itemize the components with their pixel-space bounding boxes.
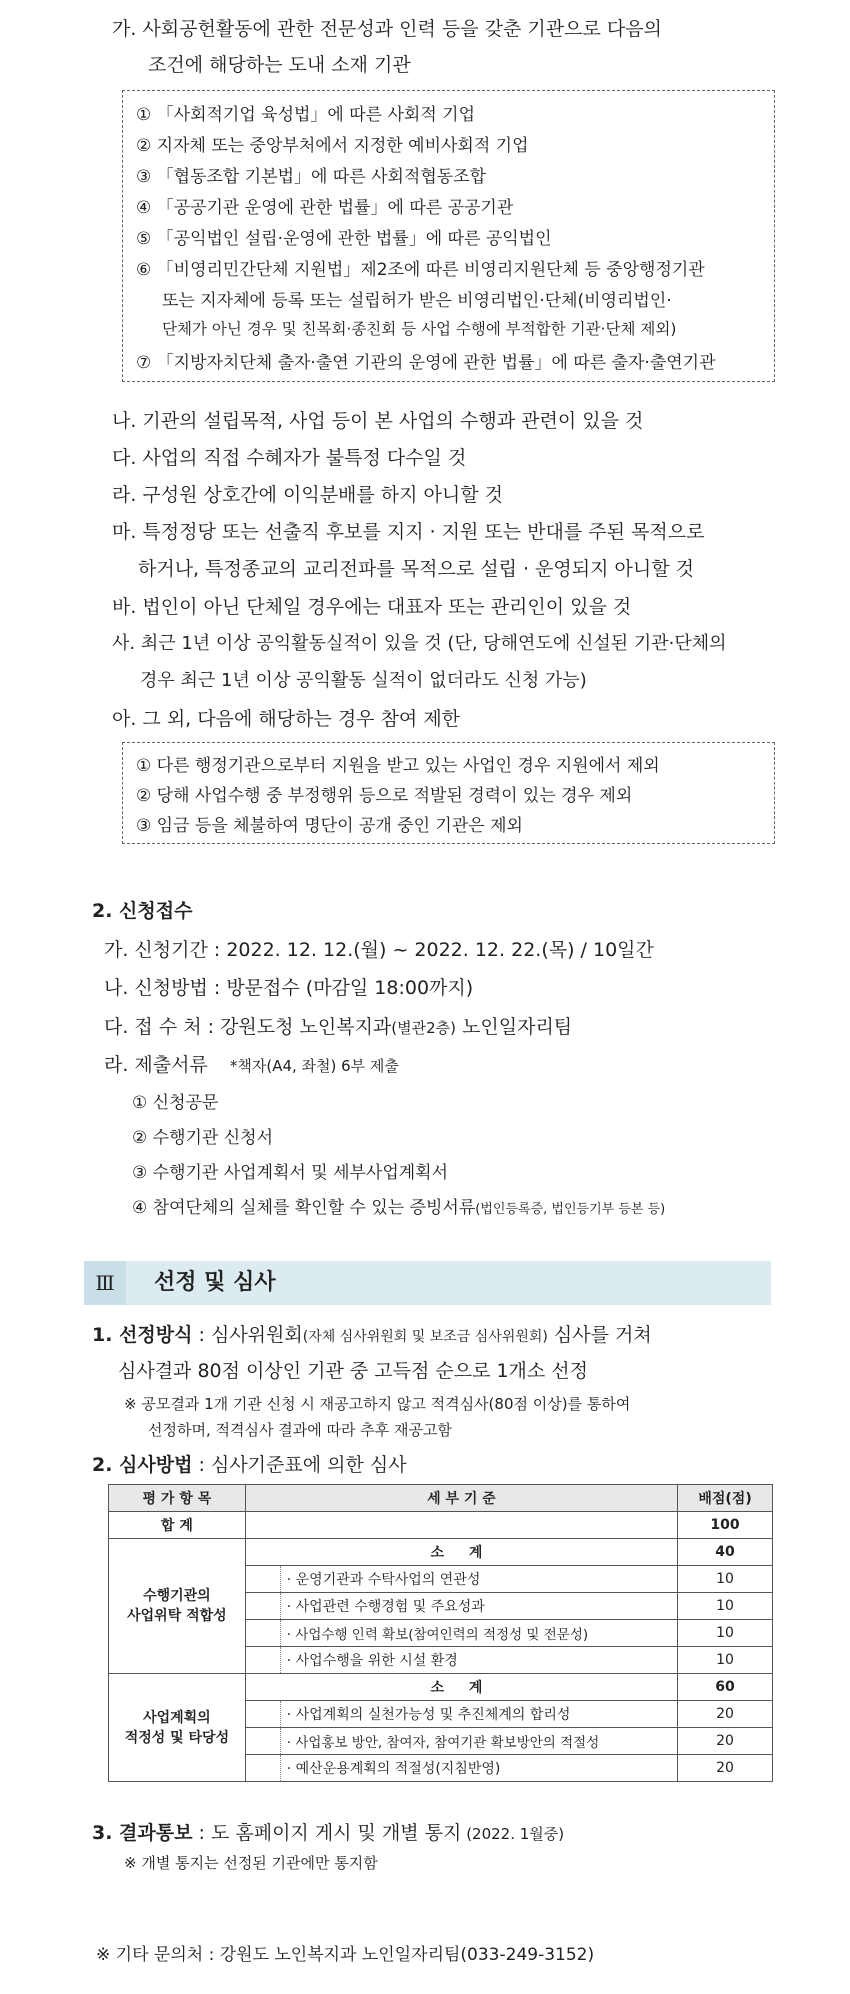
- table-header-row: [109, 1485, 773, 1512]
- criteria-item: · 사업관련 수행경험 및 주요성과: [280, 1593, 677, 1620]
- item-a: 아. 그 외, 다음에 해당하는 경우 참여 제한: [112, 708, 461, 730]
- eligible-org-item: ⑦ 「지방자치단체 출자·출연 기관의 운영에 관한 법률」에 따른 출자·출연기관: [136, 353, 716, 373]
- header-criteria: 세 부 기 준: [245, 1485, 677, 1512]
- table-total-row: [109, 1512, 773, 1539]
- section-3-header: [84, 1261, 771, 1305]
- total-label: 합 계: [109, 1512, 246, 1539]
- eligible-org-item: ① 「사회적기업 육성법」에 따른 사회적 기업: [136, 105, 476, 125]
- review-method: 2. 심사방법 : 심사기준표에 의한 심사: [92, 1454, 407, 1476]
- item-ma-line1: 마. 특정정당 또는 선출직 후보를 지지 · 지원 또는 반대를 주된 목적으로: [112, 521, 705, 543]
- criteria-score: 20: [678, 1701, 773, 1728]
- criteria-item: · 운영기관과 수탁사업의 연관성: [280, 1566, 677, 1593]
- selection-method-line2: 심사결과 80점 이상인 기관 중 고득점 순으로 1개소 선정: [118, 1360, 589, 1382]
- eligible-org-item: ⑤ 「공익법인 설립·운영에 관한 법률」에 따른 공익법인: [136, 229, 552, 249]
- table-row: [109, 1674, 773, 1701]
- subtotal-label: 소 계: [245, 1674, 677, 1701]
- item-sa-line2: 경우 최근 1년 이상 공익활동 실적이 없더라도 신청 가능): [140, 670, 587, 691]
- restriction-item: ③ 임금 등을 체불하여 명단이 공개 중인 기관은 제외: [136, 816, 523, 836]
- criteria-score: 20: [678, 1728, 773, 1755]
- item-da: 다. 사업의 직접 수혜자가 불특정 다수일 것: [112, 447, 467, 469]
- subtotal-score: 60: [678, 1674, 773, 1701]
- item-ra: 라. 구성원 상호간에 이익분배를 하지 아니할 것: [112, 484, 504, 506]
- criteria-item: · 사업홍보 방안, 참여자, 참여기관 확보방안의 적절성: [280, 1728, 677, 1755]
- header-score: 배점(점): [678, 1485, 773, 1512]
- item-ma-line2: 하거나, 특정종교의 교리전파를 목적으로 설립 · 운영되지 아니할 것: [138, 558, 694, 580]
- group-name: 수행기관의 사업위탁 적합성: [109, 1539, 246, 1674]
- total-score: 100: [678, 1512, 773, 1539]
- criteria-score: 10: [678, 1566, 773, 1593]
- group-name: 사업계획의 적정성 및 타당성: [109, 1674, 246, 1782]
- application-period: 가. 신청기간 : 2022. 12. 12.(월) ~ 2022. 12. 22.(목) / 10일간: [104, 939, 654, 961]
- contact-info: ※ 기타 문의처 : 강원도 노인복지과 노인일자리팀(033-249-3152): [96, 1945, 595, 1965]
- subtotal-score: 40: [678, 1539, 773, 1566]
- selection-note-line1: ※ 공모결과 1개 기관 신청 시 재공고하지 않고 적격심사(80점 이상)를 통하여: [124, 1395, 631, 1413]
- header-category: 평 가 항 목: [109, 1485, 246, 1512]
- eligible-org-item: ⑥ 「비영리민간단체 지원법」제2조에 따른 비영리지원단체 등 중앙행정기관: [136, 260, 705, 280]
- subtotal-label: 소 계: [245, 1539, 677, 1566]
- criteria-score: 10: [678, 1593, 773, 1620]
- section-3-title: 선정 및 심사: [154, 1270, 276, 1295]
- application-doc-item: ② 수행기관 신청서: [132, 1128, 274, 1148]
- criteria-item: · 예산운용계획의 적절성(지침반영): [280, 1755, 677, 1782]
- eligible-org-item-cont: 또는 지자체에 등록 또는 설립허가 받은 비영리법인·단체(비영리법인·: [162, 291, 672, 311]
- table-row: [109, 1539, 773, 1566]
- section-3-number: Ⅲ: [84, 1261, 126, 1305]
- review-criteria-table: [108, 1484, 773, 1782]
- criteria-score: 10: [678, 1647, 773, 1674]
- item-ga-line2: 조건에 해당하는 도내 소재 기관: [148, 54, 411, 76]
- criteria-score: 20: [678, 1755, 773, 1782]
- eligible-org-item: ④ 「공공기관 운영에 관한 법률」에 따른 공공기관: [136, 198, 514, 218]
- section-application-heading: 2. 신청접수: [92, 900, 193, 922]
- item-sa-line1: 사. 최근 1년 이상 공익활동실적이 있을 것 (단, 당해연도에 신설된 기관·단체의: [112, 633, 727, 654]
- application-doc-item: ④ 참여단체의 실체를 확인할 수 있는 증빙서류(법인등록증, 법인등기부 등본 등): [132, 1198, 666, 1218]
- application-place: 다. 접 수 처 : 강원도청 노인복지과(별관2층) 노인일자리팀: [104, 1016, 573, 1038]
- criteria-item: · 사업수행 인력 확보(참여인력의 적정성 및 전문성): [280, 1620, 677, 1647]
- eligible-org-item: ③ 「협동조합 기본법」에 따른 사회적협동조합: [136, 167, 487, 187]
- selection-note-line2: 선정하며, 적격심사 결과에 따라 추후 재공고함: [148, 1421, 452, 1439]
- eligible-org-item-cont: 단체가 아닌 경우 및 친목회·종친회 등 사업 수행에 부적합한 기관·단체 제외): [162, 320, 677, 338]
- item-ga-line1: 가. 사회공헌활동에 관한 전문성과 인력 등을 갖춘 기관으로 다음의: [112, 18, 662, 40]
- application-doc-item: ③ 수행기관 사업계획서 및 세부사업계획서: [132, 1163, 449, 1183]
- application-method: 나. 신청방법 : 방문접수 (마감일 18:00까지): [104, 977, 474, 999]
- restriction-item: ② 당해 사업수행 중 부정행위 등으로 적발된 경력이 있는 경우 제외: [136, 786, 633, 806]
- application-docs-heading: 라. 제출서류 *책자(A4, 좌철) 6부 제출: [104, 1054, 399, 1076]
- application-doc-item: ① 신청공문: [132, 1093, 219, 1113]
- result-notice: 3. 결과통보 : 도 홈페이지 게시 및 개별 통지 (2022. 1월중): [92, 1822, 565, 1844]
- item-na: 나. 기관의 설립목적, 사업 등이 본 사업의 수행과 관련이 있을 것: [112, 410, 644, 432]
- criteria-item: · 사업수행을 위한 시설 환경: [280, 1647, 677, 1674]
- selection-method: 1. 선정방식 : 심사위원회(자체 심사위원회 및 보조금 심사위원회) 심사를 거쳐: [92, 1324, 652, 1346]
- criteria-score: 10: [678, 1620, 773, 1647]
- item-ba: 바. 법인이 아닌 단체일 경우에는 대표자 또는 관리인이 있을 것: [112, 596, 632, 618]
- criteria-item: · 사업계획의 실천가능성 및 추진체계의 합리성: [280, 1701, 677, 1728]
- restriction-item: ① 다른 행정기관으로부터 지원을 받고 있는 사업인 경우 지원에서 제외: [136, 756, 660, 776]
- result-note: ※ 개별 통지는 선정된 기관에만 통지함: [124, 1854, 378, 1872]
- eligible-org-item: ② 지자체 또는 중앙부처에서 지정한 예비사회적 기업: [136, 136, 529, 156]
